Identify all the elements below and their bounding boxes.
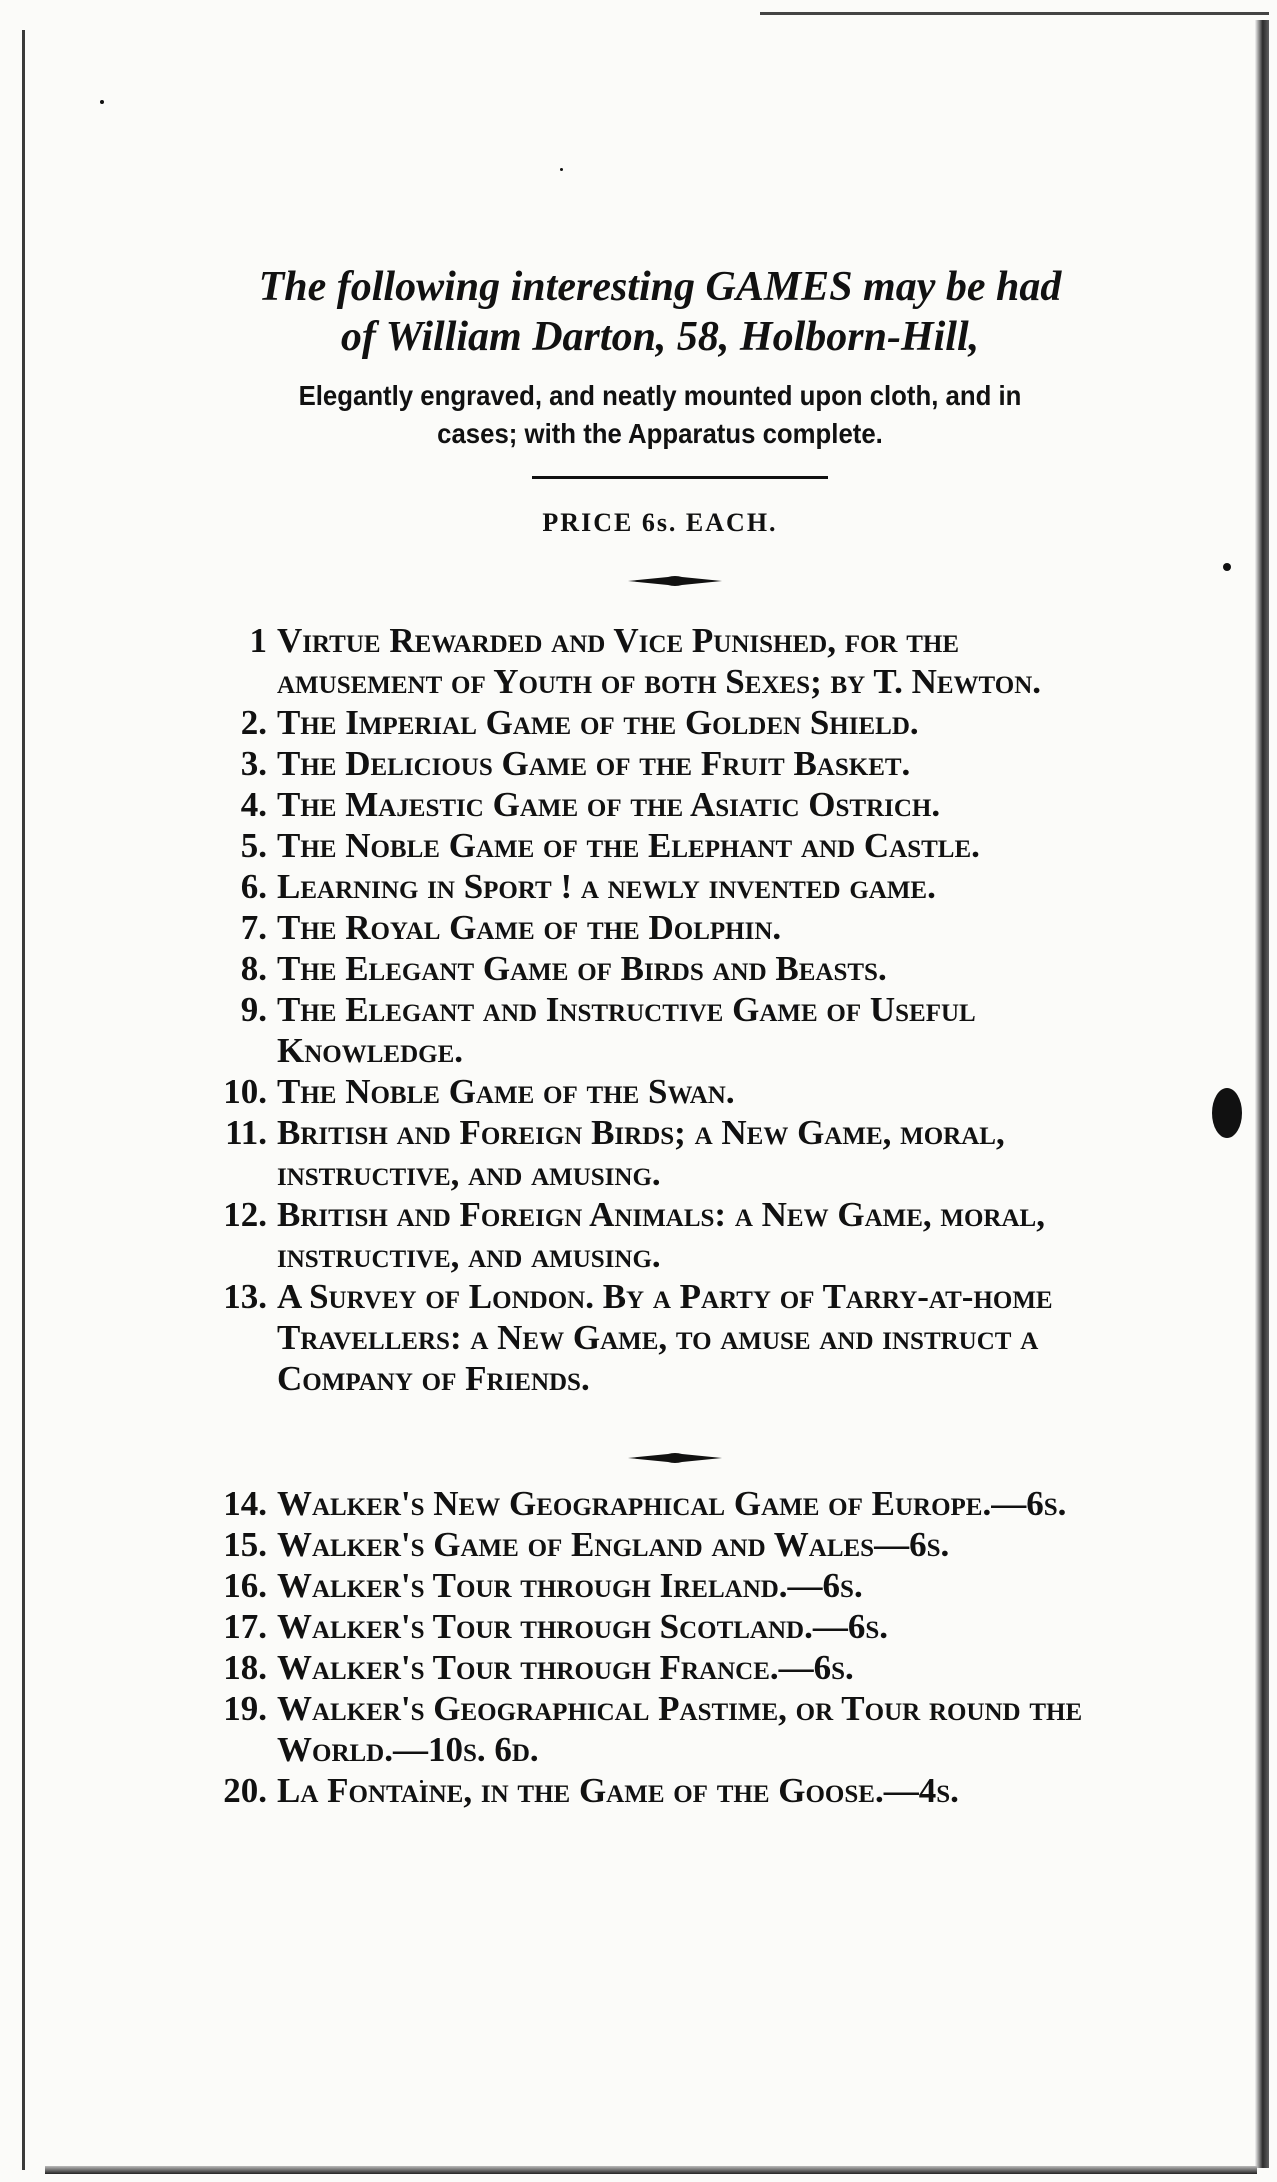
advert-subtitle: [237, 377, 1083, 453]
game-title: The Noble Game of the Swan.: [277, 1072, 735, 1111]
price-line: PRICE 6s. EACH.: [542, 508, 778, 537]
game-title: Walker's Geographical Pastime, or Tour round the World.—10s. 6d.: [277, 1689, 1083, 1769]
game-title: Walker's Game of England and Wales—6s.: [277, 1525, 950, 1564]
games-list-main: [215, 620, 1125, 1399]
game-number: 3.: [240, 744, 267, 783]
game-title: The Imperial Game of the Golden Shield.: [277, 703, 919, 742]
game-title: Walker's New Geographical Game of Europe.—6s.: [277, 1484, 1067, 1523]
game-number: 20.: [223, 1771, 267, 1810]
ornament-divider-2: [628, 1452, 722, 1464]
game-entry: [215, 1112, 1125, 1194]
advert-title-line-2: of William Darton, 58, Holborn-Hill,: [340, 314, 980, 360]
games-list-walker: [215, 1483, 1125, 1811]
ink-speck: [1223, 563, 1231, 571]
game-number: 14.: [223, 1484, 267, 1523]
game-entry: [215, 825, 1125, 866]
game-number: 2.: [240, 703, 267, 742]
game-number: 6.: [240, 867, 267, 906]
game-title: Virtue Rewarded and Vice Punished, for the amusement of Youth of both Sexes; by T. Newton.: [277, 621, 1042, 701]
ink-blot: [1212, 1088, 1242, 1138]
game-number: 10.: [223, 1072, 267, 1111]
horizontal-rule: [532, 476, 828, 479]
game-number: 1: [249, 621, 267, 660]
ornament-divider-1: [628, 575, 722, 587]
game-number: 15.: [223, 1525, 267, 1564]
game-entry: [215, 1688, 1125, 1770]
game-title: The Majestic Game of the Asiatic Ostrich.: [277, 785, 941, 824]
ink-speck: [100, 100, 104, 104]
game-number: 13.: [223, 1277, 267, 1316]
game-entry: [215, 1524, 1125, 1565]
game-number: 11.: [225, 1113, 267, 1152]
game-title: British and Foreign Animals: a New Game, moral, instructive, and amusing.: [277, 1195, 1045, 1275]
game-entry: [215, 1647, 1125, 1688]
game-number: 18.: [223, 1648, 267, 1687]
game-number: 8.: [240, 949, 267, 988]
game-entry: [215, 1770, 1125, 1811]
game-entry: [215, 620, 1125, 702]
game-number: 9.: [240, 990, 267, 1029]
game-title: The Elegant Game of Birds and Beasts.: [277, 949, 887, 988]
game-entry: [215, 743, 1125, 784]
ornament-icon: [628, 1452, 722, 1464]
game-entry: [215, 989, 1125, 1071]
game-entry: [215, 1606, 1125, 1647]
game-title: The Delicious Game of the Fruit Basket.: [277, 744, 911, 783]
page-bottom-edge: [45, 2166, 1257, 2174]
advert-title-line-1: The following interesting GAMES may be had: [258, 264, 1062, 310]
page-top-edge: [760, 12, 1269, 15]
game-title: The Noble Game of the Elephant and Castle.: [277, 826, 980, 865]
game-entry: [215, 907, 1125, 948]
game-entry: [215, 948, 1125, 989]
game-number: 19.: [223, 1689, 267, 1728]
game-entry: [215, 1276, 1125, 1399]
game-title: British and Foreign Birds; a New Game, moral, instructive, and amusing.: [277, 1113, 1005, 1193]
game-title: Walker's Tour through France.—6s.: [277, 1648, 854, 1687]
game-title: Walker's Tour through Ireland.—6s.: [277, 1566, 863, 1605]
ornament-icon: [628, 575, 722, 587]
ink-speck: [560, 168, 563, 171]
advert-subtitle-line-1: Elegantly engraved, and neatly mounted upon cloth, and in: [298, 380, 1022, 411]
game-number: 7.: [240, 908, 267, 947]
game-title: Walker's Tour through Scotland.—6s.: [277, 1607, 888, 1646]
game-entry: [215, 866, 1125, 907]
game-number: 17.: [223, 1607, 267, 1646]
game-number: 12.: [223, 1195, 267, 1234]
game-title: Learning in Sport ! a newly invented game.: [277, 867, 936, 906]
game-entry: [215, 1483, 1125, 1524]
game-entry: [215, 1071, 1125, 1112]
game-number: 5.: [240, 826, 267, 865]
game-entry: [215, 702, 1125, 743]
game-title: La Fontaine, in the Game of the Goose.—4s.: [277, 1771, 959, 1810]
game-title: The Elegant and Instructive Game of Useful Knowledge.: [277, 990, 976, 1070]
page-right-edge: [1255, 20, 1269, 2168]
game-title: The Royal Game of the Dolphin.: [277, 908, 782, 947]
game-title: A Survey of London. By a Party of Tarry-at-home Travellers: a New Game, to amuse and instruct a Company of Friends.: [277, 1277, 1053, 1398]
advert-title: [200, 262, 1120, 362]
game-entry: [215, 784, 1125, 825]
game-number: 16.: [223, 1566, 267, 1605]
game-number: 4.: [240, 785, 267, 824]
page-left-edge: [22, 30, 25, 2170]
game-entry: [215, 1565, 1125, 1606]
advert-subtitle-line-2: cases; with the Apparatus complete.: [437, 418, 883, 449]
game-entry: [215, 1194, 1125, 1276]
